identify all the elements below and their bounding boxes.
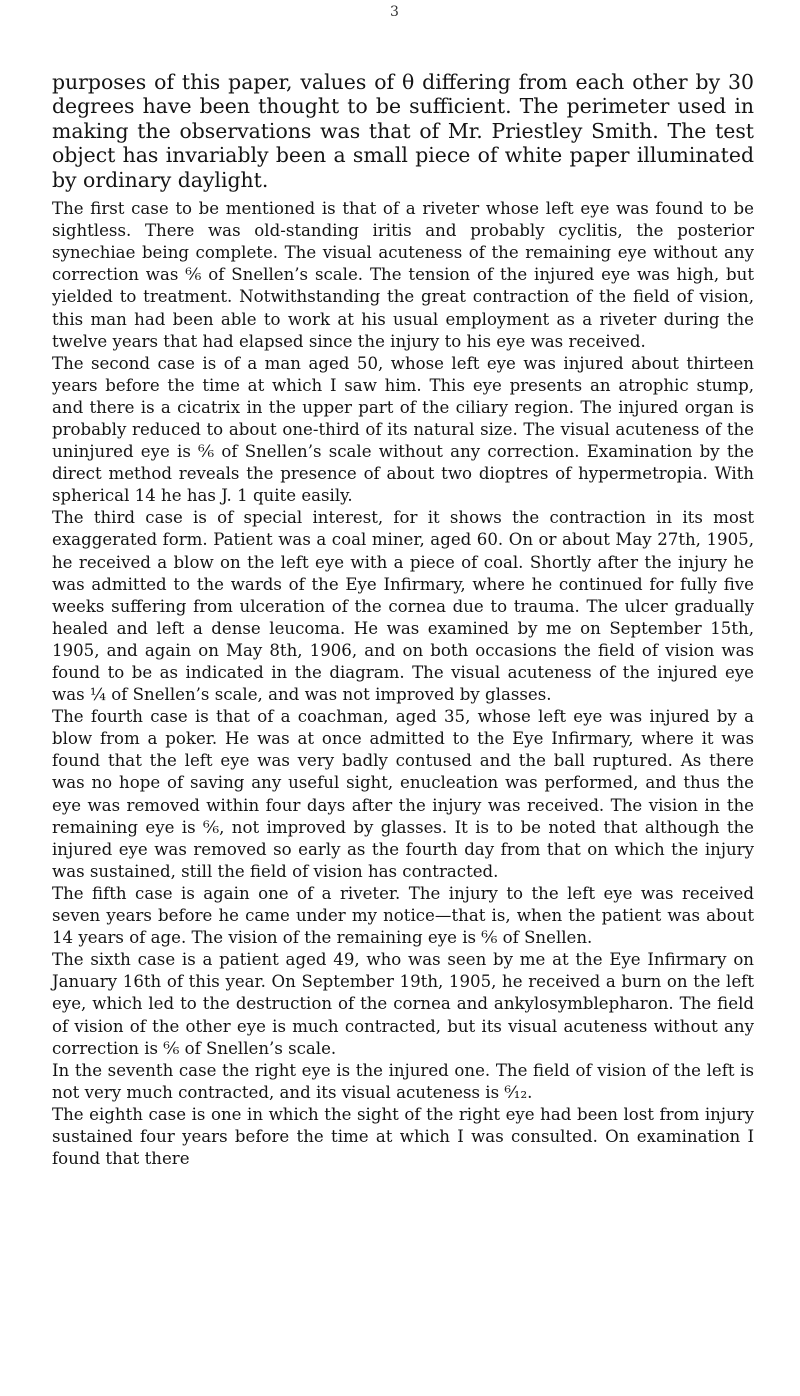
document-body: [52, 70, 754, 1170]
paragraph-case-5: The fifth case is again one of a riveter. The injury to the left eye was received seven years before he came under my notice—that is, when the patient was about 14 years of age. The vision of the remaining eye is ⁶⁄₆ of Snellen.: [52, 883, 754, 948]
page-number: 3: [390, 4, 399, 20]
paragraph-case-8: The eighth case is one in which the sight of the right eye had been lost from injury sustained four years before the time at which I was consulted. On examination I found that there: [52, 1104, 754, 1169]
paragraph-case-2: The second case is of a man aged 50, whose left eye was injured about thirteen years before the time at which I saw him. This eye presents an atrophic stump, and there is a cicatrix in the upper part of the ciliary region. The injured organ is probably reduced to about one-third of its natural size. The visual acuteness of the uninjured eye is ⁶⁄₆ of Snellen’s scale without any correction. Examination by the direct method reveals the presence of about two dioptres of hypermetropia. With spherical 14 he has J. 1 quite easily.: [52, 353, 754, 506]
paragraph-case-3: The third case is of special interest, for it shows the contraction in its most exaggerated form. Patient was a coal miner, aged 60. On or about May 27th, 1905, he received a blow on the left eye with a piece of coal. Shortly after the injury he was admitted to the wards of the Eye Infirmary, where he continued for fully five weeks suffering from ulceration of the cornea due to trauma. The ulcer gradually healed and left a dense leucoma. He was examined by me on September 15th, 1905, and again on May 8th, 1906, and on both occasions the field of vision was found to be as indicated in the diagram. The visual acuteness of the injured eye was ¼ of Snellen’s scale, and was not improved by glasses.: [52, 508, 754, 705]
paragraph-case-6: The sixth case is a patient aged 49, who was seen by me at the Eye Infirmary on January 16th of this year. On September 19th, 1905, he received a burn on the left eye, which led to the destruction of the cornea and ankylosymblepharon. The field of vision of the other eye is much contracted, but its visual acuteness without any correction is ⁶⁄₆ of Snellen’s scale.: [52, 950, 754, 1058]
paragraph-case-4: The fourth case is that of a coachman, aged 35, whose left eye was injured by a blow from a poker. He was at once admitted to the Eye Infirmary, where it was found that the left eye was very badly contused and the ball ruptured. As there was no hope of saving any useful sight, enucleation was performed, and thus the eye was removed within four days after the injury was received. The vision in the remaining eye is ⁶⁄₆, not improved by glasses. It is to be noted that although the injured eye was removed so early as the fourth day from that on which the injury was sustained, still the field of vision has contracted.: [52, 707, 754, 881]
paragraph-case-1: The first case to be mentioned is that of a riveter whose left eye was found to be sightless. There was old-standing iritis and probably cyclitis, the posterior synechiae being complete. The visual acuteness of the remaining eye without any correction was ⁶⁄₆ of Snellen’s scale. The tension of the injured eye was high, but yielded to treatment. Notwithstanding the great contraction of the field of vision, this man had been able to work at his usual employment as a riveter during the twelve years that had elapsed since the injury to his eye was received.: [52, 199, 754, 351]
lead-paragraph: purposes of this paper, values of θ differing from each other by 30 degrees have been thought to be sufficient. The perimeter used in making the observations was that of Mr. Priestley Smith. The test object has invariably been a small piece of white paper illuminated by ordinary daylight.: [52, 70, 754, 192]
paragraph-case-7: In the seventh case the right eye is the injured one. The field of vision of the left is not very much contracted, and its visual acuteness is ⁶⁄₁₂.: [52, 1060, 754, 1102]
